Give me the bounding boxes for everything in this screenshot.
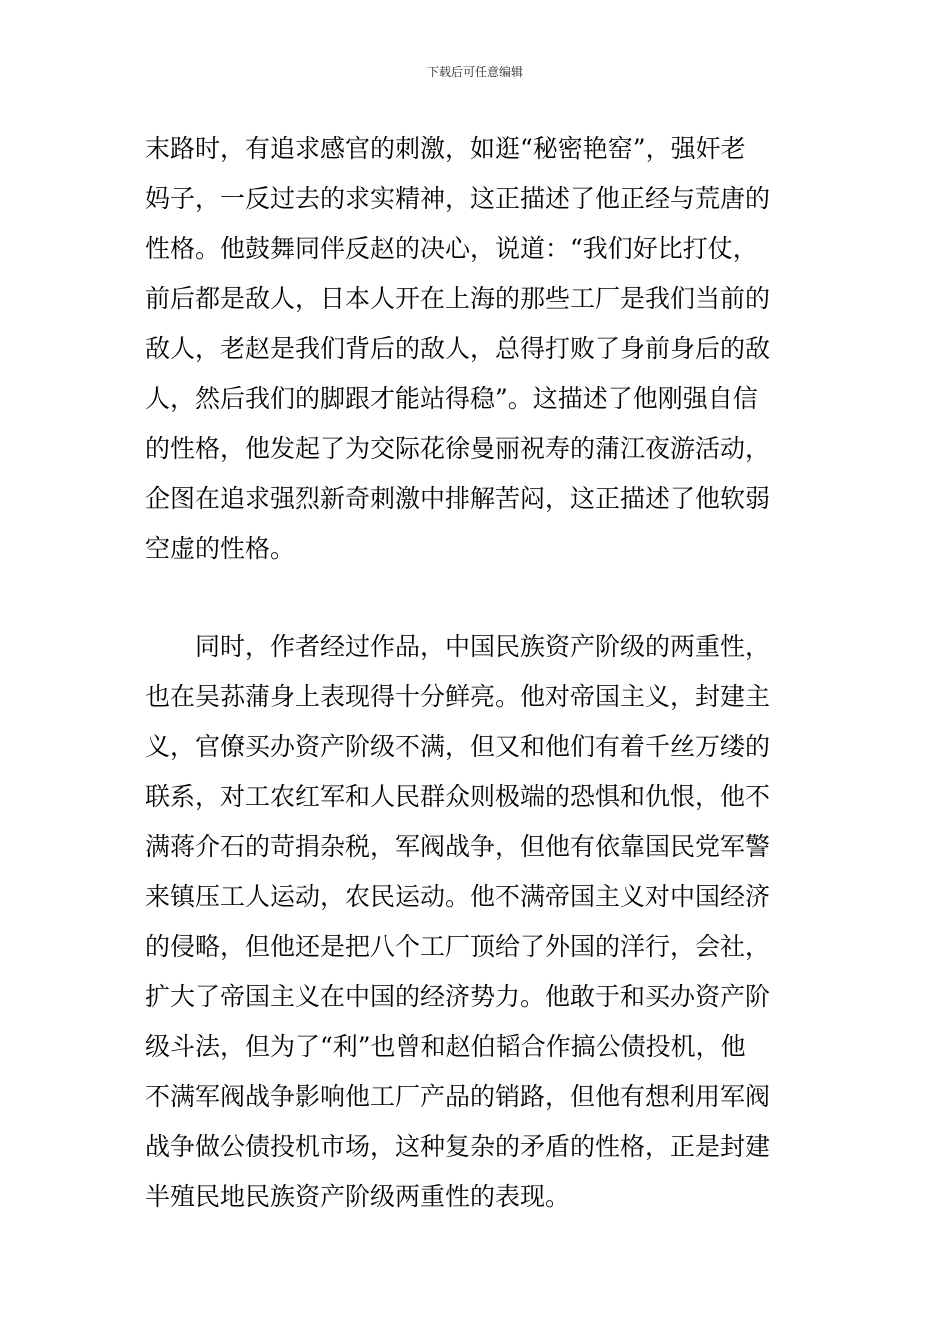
paragraph-2 <box>145 622 807 1222</box>
paragraph-line: 的性格，他发起了为交际花徐曼丽祝寿的蒲江夜游活动， <box>145 434 771 463</box>
paragraph-line: 来镇压工人运动，农民运动。他不满帝国主义对中国经济 <box>145 882 771 911</box>
paragraph-line: 人，然后我们的脚跟才能站得稳”。这描述了他刚强自信 <box>145 384 758 413</box>
paragraph-line: 妈子，一反过去的求实精神，这正描述了他正经与荒唐的 <box>145 184 771 213</box>
paragraph-line: 末路时，有追求感官的刺激，如逛“秘密艳窑”，强奸老 <box>145 134 746 163</box>
paragraph-line: 企图在追求强烈新奇刺激中排解苦闷，这正描述了他软弱 <box>145 484 771 513</box>
paragraph-line: 空虚的性格。 <box>145 534 296 563</box>
paragraph-line-indented: 同时，作者经过作品，中国民族资产阶级的两重性， <box>195 632 771 661</box>
paragraph-line: 也在吴荪蒲身上表现得十分鲜亮。他对帝国主义，封建主 <box>145 682 771 711</box>
paragraph-line: 的侵略，但他还是把八个工厂顶给了外国的洋行，会社， <box>145 932 771 961</box>
paragraph-line: 前后都是敌人，日本人开在上海的那些工厂是我们当前的 <box>145 284 771 313</box>
paragraph-1 <box>145 124 807 574</box>
page-header: 下载后可任意编辑 <box>426 65 523 79</box>
paragraph-line: 半殖民地民族资产阶级两重性的表现。 <box>145 1182 571 1211</box>
paragraph-line: 敌人，老赵是我们背后的敌人，总得打败了身前身后的敌 <box>145 334 771 363</box>
paragraph-line: 扩大了帝国主义在中国的经济势力。他敢于和买办资产阶 <box>145 982 771 1011</box>
paragraph-line: 战争做公债投机市场，这种复杂的矛盾的性格，正是封建 <box>145 1132 771 1161</box>
paragraph-line: 满蒋介石的苛捐杂税，军阀战争，但他有依靠国民党军警 <box>145 832 771 861</box>
paragraph-line: 联系，对工农红军和人民群众则极端的恐惧和仇恨，他不 <box>145 782 771 811</box>
paragraph-line: 不满军阀战争影响他工厂产品的销路，但他有想利用军阀 <box>145 1082 771 1111</box>
paragraph-line: 性格。他鼓舞同伴反赵的决心，说道：“我们好比打仗， <box>145 234 758 263</box>
paragraph-line: 义，官僚买办资产阶级不满，但又和他们有着千丝万缕的 <box>145 732 771 761</box>
paragraph-line: 级斗法，但为了“利”也曾和赵伯韬合作搞公债投机，他 <box>145 1032 746 1061</box>
